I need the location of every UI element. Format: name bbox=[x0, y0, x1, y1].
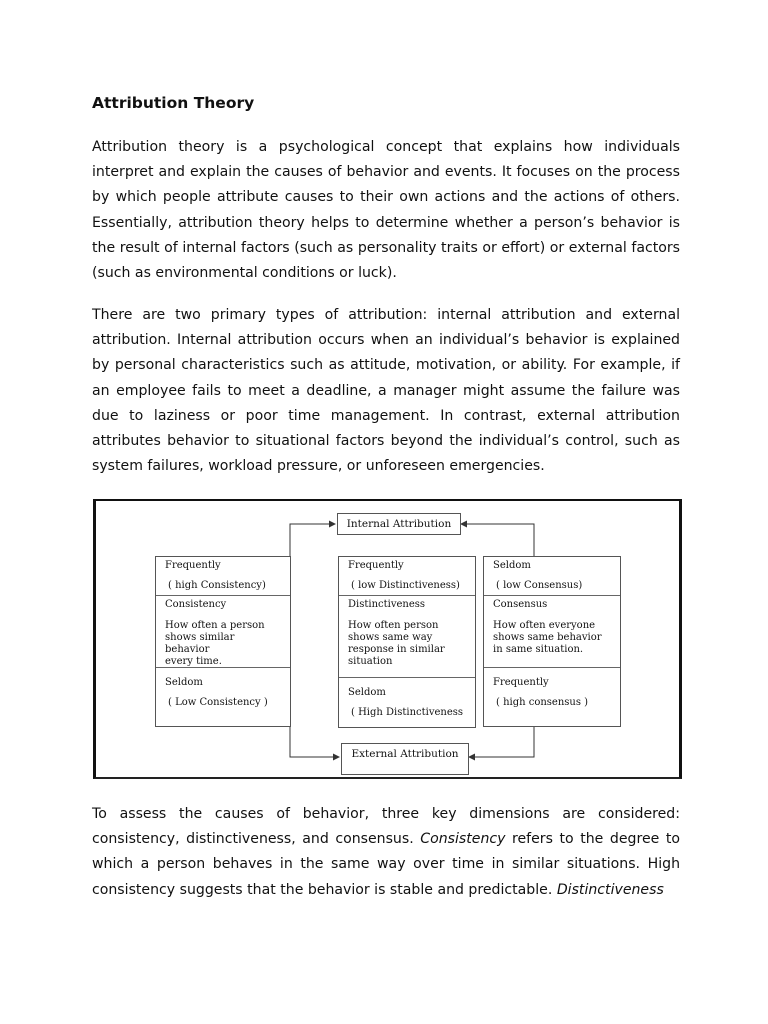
consensus-column bbox=[483, 556, 621, 727]
distinctiveness-definition-cell bbox=[339, 595, 475, 677]
distinctiveness-name: Distinctiveness bbox=[348, 599, 426, 610]
distinctiveness-desc-line: How often person bbox=[348, 620, 439, 631]
consensus-desc-line: in same situation. bbox=[493, 644, 584, 655]
consistency-low-note: ( Low Consistency ) bbox=[168, 697, 268, 708]
arrow-consistency-to-internal bbox=[290, 524, 335, 556]
consensus-high-cell bbox=[484, 667, 620, 726]
paragraph-types: There are two primary types of attribution: internal attribution and external attribution. Internal attribution occurs when an individual’s behavior is explained by personal characteristics such as attitude, motivation, or ability. For example, if an employee fails to meet a deadline, a manager might assume the failure was due to laziness or poor time management. In contrast, external attribution attributes behavior to situational factors beyond the individual’s control, such as system failures, workload pressure, or unforeseen emergencies. bbox=[92, 307, 680, 475]
paragraph-dimensions bbox=[92, 802, 680, 903]
consensus-name: Consensus bbox=[493, 599, 548, 610]
consistency-high-cell bbox=[156, 557, 290, 595]
consistency-desc-line: shows similar behavior bbox=[165, 632, 235, 655]
distinctiveness-column bbox=[338, 556, 476, 728]
consistency-desc-line: every time. bbox=[165, 656, 222, 667]
distinctiveness-desc-line: situation bbox=[348, 656, 393, 667]
internal-attribution-label: Internal Attribution bbox=[346, 518, 452, 530]
consensus-low-note: ( low Consensus) bbox=[496, 580, 583, 591]
distinctiveness-low-label: Frequently bbox=[348, 560, 404, 571]
distinctiveness-term: Distinctiveness bbox=[556, 881, 664, 898]
consistency-desc-line: How often a person bbox=[165, 620, 265, 631]
consistency-high-note: ( high Consistency) bbox=[168, 580, 266, 591]
consensus-desc-line: How often everyone bbox=[493, 620, 596, 631]
consensus-low-label: Seldom bbox=[493, 560, 531, 571]
attribution-diagram bbox=[93, 499, 682, 779]
external-attribution-label: External Attribution bbox=[351, 748, 459, 760]
distinctiveness-high-label: Seldom bbox=[348, 687, 386, 698]
internal-attribution-box bbox=[337, 513, 461, 535]
arrow-consistency-to-external bbox=[290, 727, 339, 757]
distinctiveness-low-note: ( low Distinctiveness) bbox=[351, 580, 460, 591]
consistency-term: Consistency bbox=[420, 831, 506, 848]
consistency-name: Consistency bbox=[165, 599, 227, 610]
arrow-consensus-to-external bbox=[469, 727, 534, 757]
distinctiveness-high-note: ( High Distinctiveness bbox=[351, 707, 464, 718]
consistency-column bbox=[155, 556, 291, 727]
consensus-definition-cell bbox=[484, 595, 620, 667]
consistency-high-label: Frequently bbox=[165, 560, 221, 571]
arrow-consensus-to-internal bbox=[461, 524, 534, 556]
page-title: Attribution Theory bbox=[92, 94, 255, 112]
consensus-high-label: Frequently bbox=[493, 677, 549, 688]
consensus-low-cell bbox=[484, 557, 620, 595]
consensus-desc-line: shows same behavior bbox=[493, 632, 602, 643]
dimensions-text: To assess the causes of behavior, three key dimensions are considered: consistency, distinctiveness, and consensus. bbox=[92, 806, 680, 848]
distinctiveness-desc-line: shows same way bbox=[348, 632, 433, 643]
consistency-definition-text: refers to the degree to which a person behaves in the same way over time in similar situations. High consistency suggests that the behavior is stable and predictable. bbox=[92, 831, 680, 898]
paragraph-intro: Attribution theory is a psychological concept that explains how individuals interpret and explain the causes of behavior and events. It focuses on the process by which people attribute causes to their own actions and the actions of others. Essentially, attribution theory helps to determine whether a person’s behavior is the result of internal factors (such as personality traits or effort) or external factors (such as environmental conditions or luck). bbox=[92, 139, 680, 282]
consistency-low-label: Seldom bbox=[165, 677, 203, 688]
distinctiveness-desc-line: response in similar bbox=[348, 644, 445, 655]
external-attribution-box bbox=[341, 743, 469, 775]
distinctiveness-high-cell bbox=[339, 677, 475, 727]
consensus-high-note: ( high consensus ) bbox=[496, 697, 589, 708]
consistency-low-cell bbox=[156, 667, 290, 726]
consistency-definition-cell bbox=[156, 595, 290, 667]
distinctiveness-low-cell bbox=[339, 557, 475, 595]
